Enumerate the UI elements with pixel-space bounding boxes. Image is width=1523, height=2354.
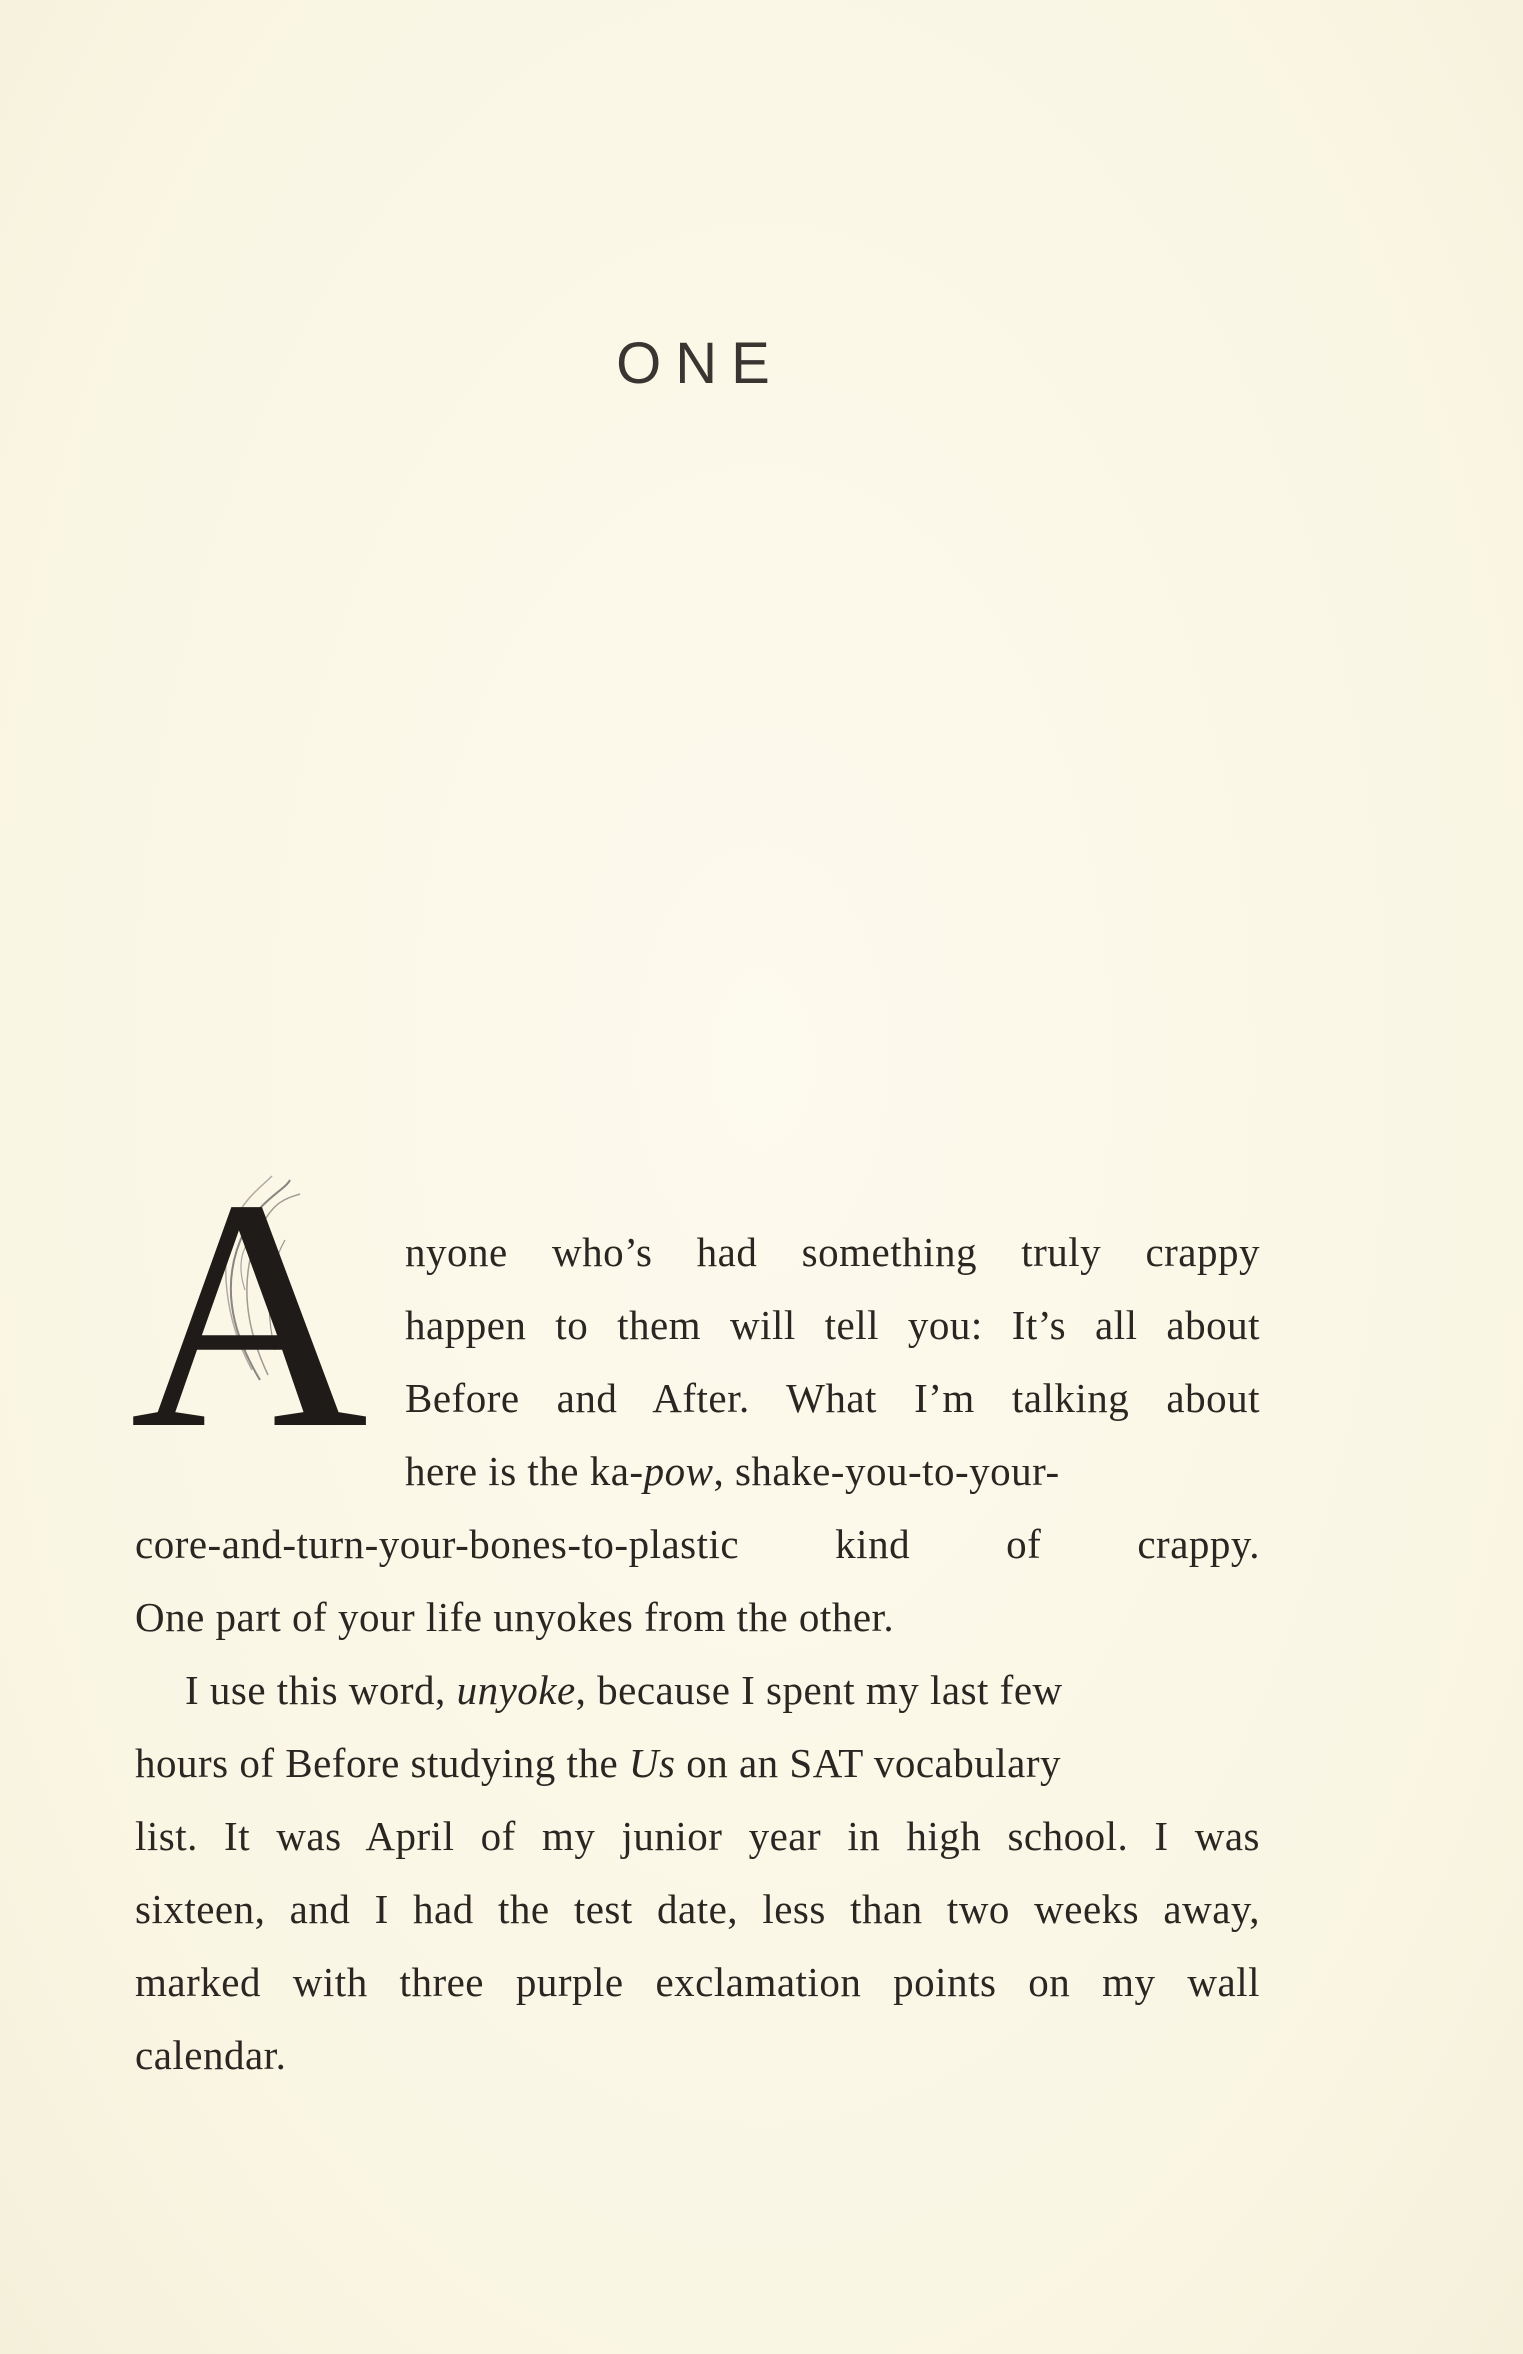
- italic-span: Us: [628, 1740, 676, 1786]
- text-line: marked with three purple exclamation points on my wall: [135, 1959, 1260, 2005]
- text-segment: [405, 1448, 1060, 1494]
- drop-cap-letter: A: [130, 1132, 369, 1497]
- chapter-heading: ONE: [616, 331, 784, 396]
- text-span: on an SAT vocabulary: [675, 1740, 1061, 1786]
- text-line: calendar.: [135, 2032, 287, 2078]
- text-span: , because I spent my last few: [575, 1667, 1063, 1713]
- text-line: nyone who’s had something truly crappy: [405, 1229, 1260, 1275]
- text-span: hours of Before studying the: [135, 1740, 629, 1786]
- text-span: here is the ka-: [405, 1448, 644, 1494]
- text-segment: [185, 1667, 1063, 1713]
- text-line: Before and After. What I’m talking about: [405, 1375, 1260, 1421]
- text-line: happen to them will tell you: It’s all about: [405, 1302, 1260, 1348]
- text-span: , shake-you-to-your-: [713, 1448, 1060, 1494]
- text-line: list. It was April of my junior year in high school. I was: [135, 1813, 1260, 1859]
- text-line: [185, 1667, 1260, 1713]
- italic-span: pow: [643, 1448, 714, 1494]
- text-segment: [135, 1740, 1061, 1786]
- text-line: core-and-turn-your-bones-to-plastic kind of crappy.: [135, 1521, 1260, 1567]
- italic-span: unyoke: [456, 1667, 576, 1713]
- text-line: One part of your life unyokes from the other.: [135, 1594, 895, 1640]
- text-line: sixteen, and I had the test date, less than two weeks away,: [135, 1886, 1260, 1932]
- text-line: [405, 1448, 1260, 1494]
- text-span: I use this word,: [185, 1667, 457, 1713]
- text-line: [135, 1740, 1260, 1786]
- drop-cap: [130, 1132, 390, 1497]
